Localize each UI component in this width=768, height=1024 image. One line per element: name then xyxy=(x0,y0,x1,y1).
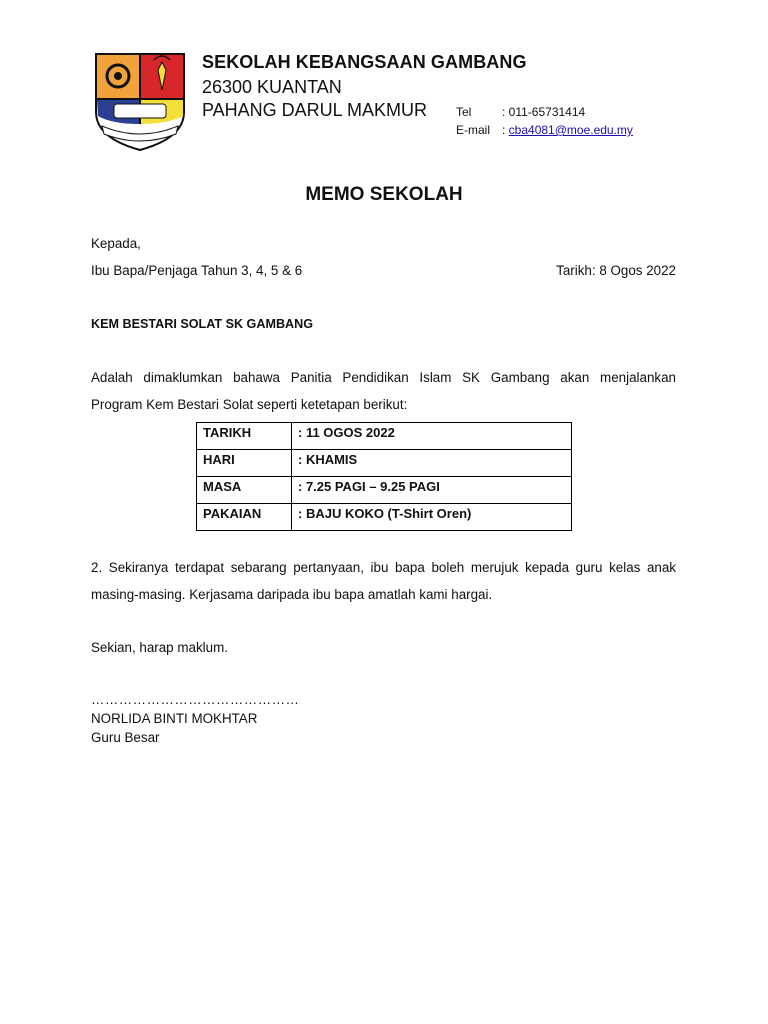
detail-value: : 7.25 PAGI – 9.25 PAGI xyxy=(292,477,572,504)
detail-value: : 11 OGOS 2022 xyxy=(292,423,572,450)
enquiry-line-2: masing-masing. Kerjasama daripada ibu bapa amatlah kami hargai. xyxy=(91,587,493,602)
detail-key: HARI xyxy=(197,450,292,477)
closing-text: Sekian, harap maklum. xyxy=(91,640,228,655)
detail-value: : KHAMIS xyxy=(292,450,572,477)
recipient-to: Ibu Bapa/Penjaga Tahun 3, 4, 5 & 6 xyxy=(91,263,303,278)
tel-value: : 011-65731414 xyxy=(502,105,586,119)
school-crest-logo xyxy=(92,50,188,152)
email-label: E-mail xyxy=(456,123,491,137)
tel-label: Tel xyxy=(456,105,472,119)
recipient-greeting: Kepada, xyxy=(91,236,141,251)
email-link[interactable]: cba4081@moe.edu.my xyxy=(508,123,633,137)
memo-subject: KEM BESTARI SOLAT SK GAMBANG xyxy=(91,317,314,331)
intro-paragraph xyxy=(91,364,676,418)
table-row xyxy=(197,477,572,504)
program-details-table xyxy=(196,422,572,531)
email-separator: : xyxy=(502,123,509,137)
contact-tel xyxy=(456,105,585,119)
school-name: SEKOLAH KEBANGSAAN GAMBANG xyxy=(202,52,527,72)
detail-key: MASA xyxy=(197,477,292,504)
intro-line-1: Adalah dimaklumkan bahawa Panitia Pendidikan Islam SK Gambang akan menjalankan xyxy=(91,370,676,385)
contact-email xyxy=(456,123,633,137)
enquiry-paragraph xyxy=(91,554,676,608)
intro-line-2: Program Kem Bestari Solat seperti ketetapan berikut: xyxy=(91,397,408,412)
detail-key: TARIKH xyxy=(197,423,292,450)
detail-key: PAKAIAN xyxy=(197,504,292,531)
signatory-title: Guru Besar xyxy=(91,730,160,745)
table-row xyxy=(197,504,572,531)
memo-date: Tarikh: 8 Ogos 2022 xyxy=(556,263,676,278)
memo-title: MEMO SEKOLAH xyxy=(305,184,463,205)
signature-line: ……………………………………… xyxy=(91,692,300,707)
school-address-line1: 26300 KUANTAN xyxy=(202,77,342,97)
signatory-name: NORLIDA BINTI MOKHTAR xyxy=(91,711,258,726)
table-row xyxy=(197,423,572,450)
table-row xyxy=(197,450,572,477)
detail-value: : BAJU KOKO (T-Shirt Oren) xyxy=(292,504,572,531)
school-address-line2: PAHANG DARUL MAKMUR xyxy=(202,100,428,120)
enquiry-line-1: 2. Sekiranya terdapat sebarang pertanyaan, ibu bapa boleh merujuk kepada guru kelas anak xyxy=(91,560,676,575)
